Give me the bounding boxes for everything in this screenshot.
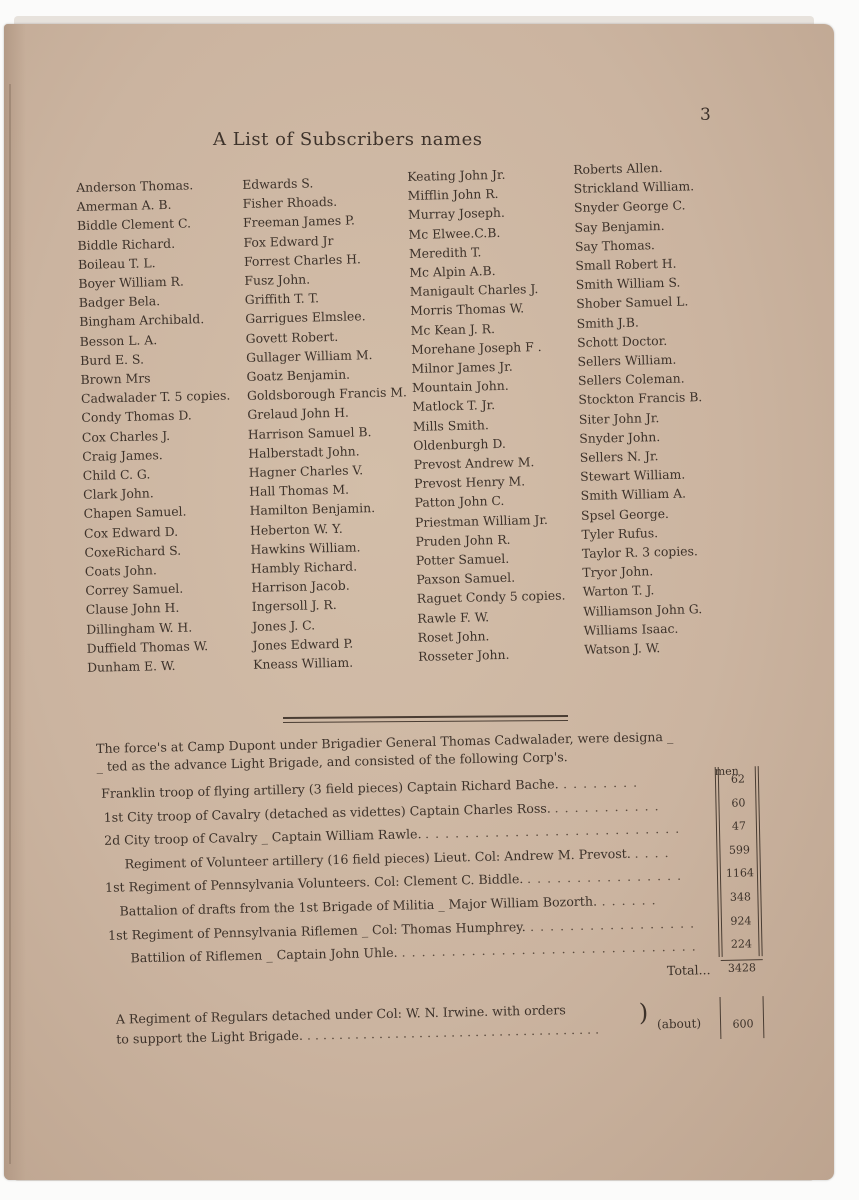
subscriber-name: Chapen Samuel. [83, 504, 187, 522]
subscriber-name: Smith William S. [575, 274, 681, 293]
subscriber-name: Kneass William. [252, 654, 354, 672]
subscriber-name: Child C. G. [82, 466, 151, 483]
subscriber-name: Correy Samuel. [85, 580, 184, 599]
subscriber-name: Coats John. [84, 562, 158, 579]
subscriber-name: Besson L. A. [79, 331, 158, 349]
subscriber-name: Mc Alpin A.B. [409, 263, 496, 280]
subscriber-name: Cadwalader T. 5 copies. [80, 387, 231, 407]
subscriber-name: Prevost Andrew M. [413, 454, 535, 472]
subscriber-name: Dillingham W. H. [86, 619, 193, 637]
subscriber-name: Mills Smith. [412, 416, 490, 434]
corps-name: 1st Regiment of Pennsylvania Riflemen _ Col: Thomas Humphrey. [107, 918, 526, 943]
leader-dots: . . . . . . . . . . . . . . . . . . . . . . . . . . [424, 820, 681, 842]
subscriber-name: CoxeRichard S. [84, 542, 182, 560]
corps-name: 1st Regiment of Pennsylvania Volunteers. Col: Clement C. Biddle. [104, 871, 524, 896]
subscriber-name: Roset John. [417, 628, 490, 645]
men-count: 924 [730, 913, 752, 928]
subscriber-name: Keating John Jr. [407, 166, 506, 184]
leader-dots: . . . . . . . . [562, 774, 639, 792]
subscriber-name: Williamson John G. [583, 600, 703, 619]
subscriber-name: Mc Elwee.C.B. [408, 224, 501, 242]
subscriber-name: Raguet Condy 5 copies. [416, 587, 566, 607]
subscriber-name: Goatz Benjamin. [246, 366, 351, 384]
subscriber-name: Smith William A. [580, 485, 687, 504]
subscriber-name: Burd E. S. [79, 351, 145, 368]
subscriber-name: Hagner Charles V. [248, 462, 364, 480]
subscriber-name: Pruden John R. [415, 531, 511, 549]
leader-dots: . . . . . . . . . . . . . . . . [526, 868, 683, 887]
page-edge-stain [4, 24, 26, 1180]
men-column-header: men [714, 764, 739, 779]
total-label: Total... [666, 961, 711, 978]
men-count: 47 [731, 819, 747, 833]
subscriber-name: Warton T. J. [582, 582, 655, 600]
subscriber-name: Matlock T. Jr. [412, 397, 496, 415]
subscriber-name: Rosseter John. [417, 646, 510, 664]
subscriber-name: Potter Samuel. [415, 550, 510, 568]
subscriber-name: Goldsborough Francis M. [246, 384, 408, 404]
subscriber-name: Milnor James Jr. [411, 358, 513, 376]
subscriber-name: Murray Joseph. [407, 205, 506, 223]
subscriber-name: Shober Samuel L. [576, 293, 689, 312]
subscriber-name: Say Benjamin. [574, 217, 665, 235]
subscriber-column-4 [573, 157, 708, 659]
subscriber-name: Clark John. [83, 485, 154, 503]
subscriber-name: Jones Edward P. [252, 635, 354, 653]
subscriber-name: Smith J.B. [576, 314, 639, 331]
subscriber-name: Mountain John. [411, 377, 509, 396]
subscriber-name: Patton John C. [414, 493, 505, 511]
subscriber-name: Boileau T. L. [77, 255, 156, 272]
subscriber-name: Siter John Jr. [578, 409, 660, 427]
regulars-about: (about) [656, 1016, 702, 1032]
subscriber-name: Griffith T. T. [244, 290, 320, 308]
corps-name: Battilion of Riflemen _ Captain John Uhle. [130, 944, 398, 966]
subscriber-name: Fusz John. [244, 271, 311, 288]
subscriber-name: Govett Robert. [245, 328, 339, 346]
subscriber-name: Tryor John. [582, 563, 654, 581]
subscriber-name: Halberstadt John. [248, 443, 360, 461]
total-value: 3428 [727, 960, 757, 975]
subscriber-name: Forrest Charles H. [243, 251, 362, 269]
subscriber-name: Amerman A. B. [76, 197, 172, 215]
forces-intro-line-1: The force's at Camp Dupont under Brigadier General Thomas Cadwalader, were designa _ [96, 728, 674, 756]
subscriber-name: Oldenburgh D. [413, 435, 506, 453]
subscriber-name: Meredith T. [408, 244, 482, 261]
subscriber-name: Morris Thomas W. [410, 300, 525, 319]
leader-dots: . . . . . . . . . . . . . . . . . [529, 915, 696, 934]
forces-table [97, 768, 781, 995]
subscriber-name: Rawle F. W. [417, 608, 490, 626]
subscriber-name: Spsel George. [580, 505, 670, 523]
subscriber-name: Watson J. W. [583, 640, 661, 657]
subscriber-name: Stockton Francis B. [578, 389, 703, 408]
leader-dots: . . . . . . [601, 892, 657, 909]
subscriber-name: Biddle Richard. [77, 235, 176, 253]
subscriber-name: Ingersoll J. R. [251, 597, 337, 615]
subscriber-name: Small Robert H. [575, 255, 677, 273]
subscriber-name: Hall Thomas M. [249, 481, 350, 500]
subscriber-name: Roberts Allen. [573, 159, 663, 177]
leader-dots: . . . . [634, 844, 670, 861]
subscriber-column-3 [407, 164, 567, 667]
subscriber-name: Fox Edward Jr [243, 232, 334, 250]
subscriber-name: Say Thomas. [574, 236, 656, 254]
leader-dots: . . . . . . . . . . . . . . . . . . . . . . . . . . . . . . [401, 938, 697, 960]
subscriber-name: Sellers Coleman. [577, 370, 685, 389]
regulars-line-1: A Regiment of Regulars detached under Col: W. N. Irwine. with orders [115, 1002, 566, 1027]
brace-glyph: ) [638, 998, 649, 1028]
forces-intro-line-2: _ ted as the advance Light Brigade, and consisted of the following Corp's. [96, 749, 568, 774]
regulars-value: 600 [732, 1017, 754, 1032]
subscriber-name: Strickland William. [573, 178, 695, 197]
binding-thread [9, 84, 11, 1164]
page-title: A List of Subscribers names [213, 129, 483, 150]
subscriber-name: Clause John H. [85, 600, 180, 618]
subscriber-name: Brown Mrs [80, 370, 151, 387]
leader-dots: . . . . . . . . . . . [554, 797, 660, 816]
subscriber-name: Biddle Clement C. [76, 215, 192, 234]
corps-name: Franklin troop of flying artillery (3 field pieces) Captain Richard Bache. [100, 776, 559, 801]
subscriber-name: Paxson Samuel. [416, 569, 516, 588]
subscriber-name: Edwards S. [242, 175, 314, 192]
subscriber-name: Manigault Charles J. [409, 281, 539, 300]
subscriber-name: Badger Bela. [78, 293, 161, 311]
subscriber-name: Schott Doctor. [576, 332, 668, 350]
corps-name: Regiment of Volunteer artillery (16 field pieces) Lieut. Col: Andrew M. Prevost. [124, 845, 631, 872]
subscriber-name: Fisher Rhoads. [242, 194, 338, 212]
subscriber-column-1 [76, 175, 237, 678]
subscriber-name: Boyer William R. [78, 273, 185, 291]
subscriber-name: Prevost Henry M. [414, 473, 526, 492]
subscriber-name: Gullager William M. [245, 346, 373, 365]
subscriber-name: Cox Edward D. [83, 523, 179, 541]
subscriber-name: Bingham Archibald. [79, 311, 205, 330]
men-count: 348 [729, 890, 752, 904]
subscriber-name: Williams Isaac. [583, 620, 679, 638]
subscriber-name: Harrison Samuel B. [247, 423, 372, 442]
subscriber-column-2 [242, 171, 413, 674]
corps-name: Battalion of drafts from the 1st Brigade of Militia _ Major William Bozorth. [119, 893, 598, 919]
corps-name: 2d City troop of Cavalry _ Captain William Rawle. [103, 826, 422, 849]
subscriber-name: Cox Charles J. [81, 427, 171, 445]
men-count: 60 [731, 796, 746, 810]
subscriber-name: Freeman James P. [242, 212, 355, 231]
men-count: 62 [730, 772, 746, 786]
subscriber-name: Stewart William. [580, 466, 686, 485]
regulars-line-2-text: to support the Light Brigade. [116, 1028, 304, 1047]
subscriber-name: Duffield Thomas W. [86, 637, 209, 656]
subscriber-name: Taylor R. 3 copies. [581, 543, 699, 561]
subscriber-name: Morehane Joseph F . [410, 338, 542, 357]
subscriber-name: Mifflin John R. [407, 186, 499, 204]
subscriber-name: Priestman William Jr. [414, 511, 549, 530]
subscriber-name: Heberton W. Y. [249, 520, 343, 538]
men-count: 224 [730, 937, 753, 951]
corps-name: 1st City troop of Cavalry (detached as videttes) Captain Charles Ross. [103, 800, 551, 825]
men-count: 1164 [725, 866, 755, 881]
subscriber-name: Hamilton Benjamin. [249, 500, 376, 519]
forces-section [96, 726, 782, 1051]
subscriber-name: Grelaud John H. [247, 405, 350, 423]
subscriber-name: Anderson Thomas. [76, 177, 194, 195]
subscriber-name: Dunham E. W. [86, 657, 176, 675]
regulars-dots: . . . . . . . . . . . . . . . . . . . . . . . . . . . . . . . . . . . . . [306, 1021, 600, 1043]
subscriber-name: Jones J. C. [252, 617, 316, 634]
subscriber-name: Mc Kean J. R. [410, 320, 496, 338]
subscriber-name: Craig James. [82, 446, 163, 464]
subscriber-name: Garrigues Elmslee. [245, 308, 366, 327]
subscriber-name: Harrison Jacob. [251, 577, 350, 596]
subscriber-name: Hawkins William. [250, 539, 361, 557]
subscriber-name: Sellers William. [577, 351, 677, 369]
men-count: 599 [728, 843, 751, 857]
subscriber-name: Condy Thomas D. [81, 407, 192, 426]
subscriber-name: Tyler Rufus. [581, 525, 659, 542]
subscriber-name: Hambly Richard. [250, 558, 358, 576]
page-number: 3 [700, 105, 711, 125]
subscriber-name: Snyder George C. [573, 197, 686, 216]
subscriber-name: Snyder John. [579, 428, 661, 446]
subscriber-name: Sellers N. Jr. [579, 448, 659, 465]
